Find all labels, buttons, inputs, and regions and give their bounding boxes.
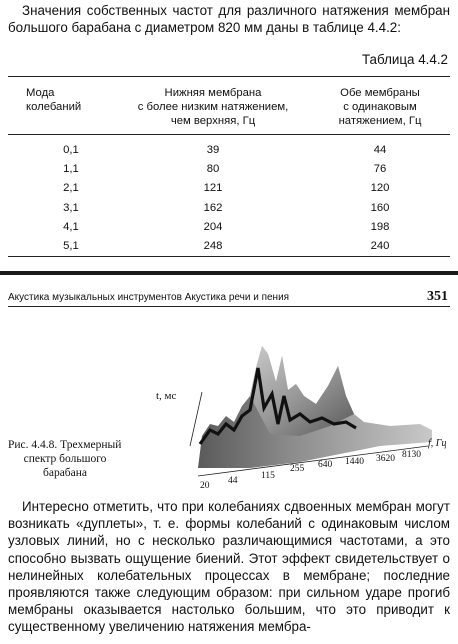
table-row [8, 160, 450, 179]
cell-mode: 4,1 [63, 220, 79, 233]
f-axis-label: f, Гц [428, 438, 447, 449]
x-tick-label: 1440 [345, 457, 364, 467]
body-paragraph: Интересно отметить, что при колебаниях сдвоенных мембран могут возникать «дуплеты», т. е. формы колебаний с одинаковым числом узловых линий, но с несколько различающимися частотами, а это способно вызвать ощущение биений. Этот эффект свидетельствует о нелинейных колебательных процессах в мембране; последние проявляются также следующим образом: при сильном ударе прогиб мембраны оказывается настолько большим, что это приводит к существенному увеличению натяжения мембра- [8, 499, 450, 635]
figure-caption: Рис. 4.4.8. Трехмерный спектр большого барабана [8, 439, 122, 479]
running-header: Акустика музыкальных инструментов Акустика речи и пения [8, 292, 290, 303]
cell-lower: 248 [116, 237, 310, 257]
cell-mode: 3,1 [63, 201, 79, 214]
page-number: 351 [427, 289, 448, 304]
cell-lower: 80 [206, 163, 220, 176]
table-caption: Таблица 4.4.2 [361, 52, 448, 67]
cell-lower: 39 [206, 144, 220, 156]
spectrum-3d-figure [150, 326, 450, 490]
header-rule [8, 306, 450, 307]
cell-lower: 162 [203, 201, 223, 214]
cell-both: 160 [370, 201, 390, 214]
cell-mode: 0,1 [63, 144, 79, 156]
x-tick-label: 8130 [402, 450, 421, 460]
cell-mode: 2,1 [63, 182, 79, 195]
cell-both: 198 [370, 220, 390, 233]
cell-both: 44 [373, 144, 387, 156]
x-tick-label: 640 [318, 460, 333, 470]
x-tick-label: 44 [228, 476, 238, 486]
page-break-bar [0, 271, 458, 275]
header-lower-membrane: Нижняя мембрана с более низким натяжением, чем верхняя, Гц [116, 77, 310, 135]
x-tick-label: 115 [261, 471, 275, 481]
x-tick-label: 20 [200, 481, 210, 490]
cell-lower: 204 [203, 220, 223, 233]
table-header-row [8, 77, 450, 135]
cell-mode: 1,1 [63, 163, 79, 176]
x-tick-label: 3620 [376, 454, 395, 464]
header-mode: Мода колебаний [8, 77, 116, 135]
intro-paragraph: Значения собственных частот для различного натяжения мембран большого барабана с диаметром 820 мм даны в таблице 4.4.2: [8, 3, 450, 35]
table-row [8, 199, 450, 218]
header-both-membranes: Обе мембраны с одинаковым натяжением, Гц [310, 77, 450, 135]
cell-lower: 121 [203, 182, 223, 195]
table-row [8, 135, 450, 161]
table-row [8, 237, 450, 257]
cell-both: 120 [370, 182, 390, 195]
frequency-table [8, 76, 450, 257]
cell-both: 240 [310, 237, 450, 257]
cell-both: 76 [373, 163, 387, 176]
x-tick-label: 255 [290, 464, 305, 474]
table-row [8, 179, 450, 198]
t-axis-label: t, мс [156, 390, 177, 402]
table-row [8, 218, 450, 237]
t-axis [190, 392, 202, 446]
cell-mode: 5,1 [8, 237, 116, 257]
